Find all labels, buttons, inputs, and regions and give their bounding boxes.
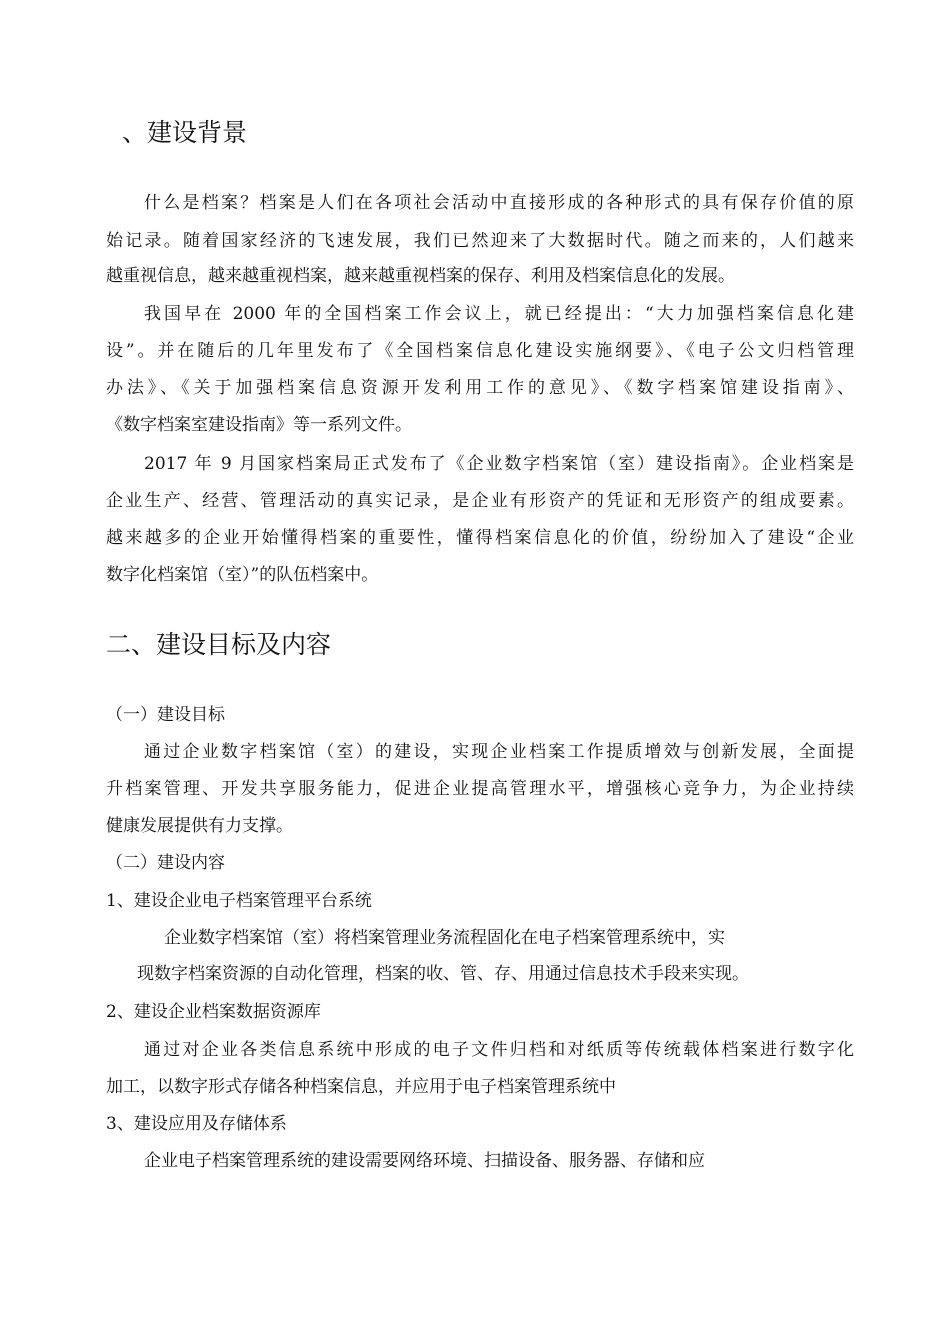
paragraph-line: 越来越多的企业开始懂得档案的重要性，懂得档案信息化的价值，纷纷加入了建设“企业: [106, 528, 854, 548]
paragraph-line: 办法》、《关于加强档案信息资源开发利用工作的意见》、《数字档案馆建设指南》、: [106, 378, 854, 398]
paragraph-line: 2017 年 9 月国家档案局正式发布了《企业数字档案馆（室）建设指南》。企业档案是: [144, 454, 854, 474]
paragraph-line: 什么是档案？档案是人们在各项社会活动中直接形成的各种形式的具有保存价值的原: [144, 193, 854, 213]
subheading-goal: （一）建设目标: [106, 705, 225, 725]
paragraph-line: 企业生产、经营、管理活动的真实记录，是企业有形资产的凭证和无形资产的组成要素。: [106, 491, 854, 511]
paragraph-line: 企业电子档案管理系统的建设需要网络环境、扫描设备、服务器、存储和应: [144, 1151, 705, 1171]
paragraph-line: 通过企业数字档案馆（室）的建设，实现企业档案工作提质增效与创新发展，全面提: [144, 742, 854, 762]
item-title: 1、建设企业电子档案管理平台系统: [106, 891, 372, 911]
paragraph-line: 升档案管理、开发共享服务能力，促进企业提高管理水平，增强核心竞争力，为企业持续: [106, 779, 854, 799]
item-title: 2、建设企业档案数据资源库: [106, 1002, 321, 1022]
paragraph-line: 我国早在 2000 年的全国档案工作会议上，就已经提出：“大力加强档案信息化建: [144, 304, 854, 324]
section-heading-goals: 二、建设目标及内容: [106, 630, 332, 659]
paragraph-line: 企业数字档案馆（室）将档案管理业务流程固化在电子档案管理系统中，实: [164, 928, 725, 948]
paragraph-line: 通过对企业各类信息系统中形成的电子文件归档和对纸质等传统载体档案进行数字化: [144, 1040, 854, 1060]
paragraph-line: 《数字档案室建设指南》等一系列文件。: [106, 415, 412, 435]
paragraph-line: 现数字档案资源的自动化管理，档案的收、管、存、用通过信息技术手段来实现。: [137, 964, 749, 984]
subheading-content: （二）建设内容: [106, 853, 225, 873]
paragraph-line: 数字化档案馆（室）”的队伍档案中。: [106, 565, 379, 585]
paragraph-line: 越重视信息，越来越重视档案，越来越重视档案的保存、利用及档案信息化的发展。: [106, 266, 735, 286]
item-title: 3、建设应用及存储体系: [106, 1114, 287, 1134]
paragraph-line: 始记录。随着国家经济的飞速发展，我们已然迎来了大数据时代。随之而来的，人们越来: [106, 231, 854, 251]
paragraph-line: 健康发展提供有力支撑。: [106, 816, 293, 836]
paragraph-line: 设”。并在随后的几年里发布了《全国档案信息化建设实施纲要》、《电子公文归档管理: [106, 341, 854, 361]
section-heading-background: 、建设背景: [122, 118, 248, 147]
paragraph-line: 加工，以数字形式存储各种档案信息，并应用于电子档案管理系统中: [106, 1077, 616, 1097]
